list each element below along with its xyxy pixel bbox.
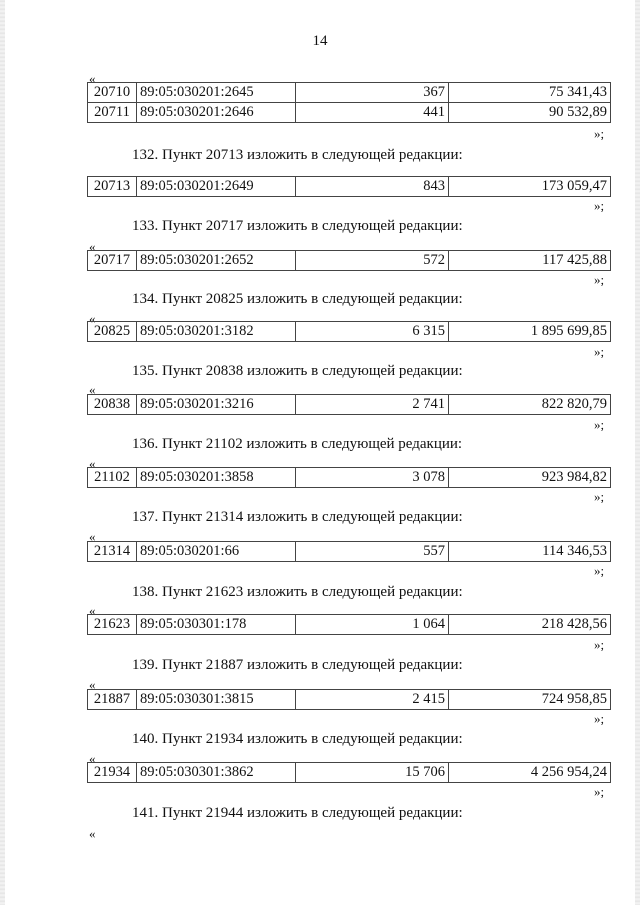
open-quote: « — [89, 71, 96, 86]
table-row — [88, 395, 611, 415]
item-number-cell: 21102 — [88, 468, 137, 488]
page-number: 14 — [312, 33, 328, 49]
cadastral-number-cell: 89:05:030201:2645 — [137, 83, 296, 103]
entry-table — [87, 176, 611, 197]
value-cell: 724 958,85 — [449, 690, 611, 710]
entry-table — [87, 321, 611, 342]
table-row — [88, 690, 611, 710]
area-cell: 1 064 — [296, 615, 449, 635]
close-quote: »; — [594, 126, 605, 141]
value-cell: 923 984,82 — [449, 468, 611, 488]
value-cell: 75 341,43 — [449, 83, 611, 103]
cadastral-number-cell: 89:05:030201:66 — [137, 542, 296, 562]
item-number-cell: 20710 — [88, 83, 137, 103]
amendment-heading: 134. Пункт 20825 изложить в следующей редакции: — [132, 291, 463, 307]
cadastral-number-cell: 89:05:030201:3182 — [137, 322, 296, 342]
table-row — [88, 763, 611, 783]
area-cell: 843 — [296, 177, 449, 197]
entry-table — [87, 762, 611, 783]
value-cell: 114 346,53 — [449, 542, 611, 562]
value-cell: 4 256 954,24 — [449, 763, 611, 783]
open-quote: « — [89, 239, 96, 254]
scan-edge-right — [635, 0, 640, 905]
open-quote: « — [89, 826, 96, 841]
value-cell: 822 820,79 — [449, 395, 611, 415]
open-quote: « — [89, 751, 96, 766]
close-quote: »; — [594, 489, 605, 504]
close-quote: »; — [594, 417, 605, 432]
item-number-cell: 20838 — [88, 395, 137, 415]
amendment-heading: 136. Пункт 21102 изложить в следующей редакции: — [132, 436, 463, 452]
entry-table — [87, 541, 611, 562]
cadastral-number-cell: 89:05:030301:3815 — [137, 690, 296, 710]
table-row — [88, 615, 611, 635]
table-row — [88, 542, 611, 562]
area-cell: 15 706 — [296, 763, 449, 783]
item-number-cell: 21887 — [88, 690, 137, 710]
amendment-heading: 132. Пункт 20713 изложить в следующей редакции: — [132, 147, 463, 163]
open-quote: « — [89, 603, 96, 618]
table-row — [88, 83, 611, 103]
open-quote: « — [89, 311, 96, 326]
table-row — [88, 251, 611, 271]
entry-table — [87, 250, 611, 271]
open-quote: « — [89, 677, 96, 692]
area-cell: 2 741 — [296, 395, 449, 415]
area-cell: 6 315 — [296, 322, 449, 342]
close-quote: »; — [594, 637, 605, 652]
area-cell: 572 — [296, 251, 449, 271]
cadastral-number-cell: 89:05:030301:3862 — [137, 763, 296, 783]
table-row — [88, 468, 611, 488]
amendment-heading: 140. Пункт 21934 изложить в следующей редакции: — [132, 731, 463, 747]
item-number-cell: 20717 — [88, 251, 137, 271]
open-quote: « — [89, 382, 96, 397]
amendment-heading: 135. Пункт 20838 изложить в следующей редакции: — [132, 363, 463, 379]
item-number-cell: 20711 — [88, 103, 137, 123]
table-row — [88, 177, 611, 197]
close-quote: »; — [594, 784, 605, 799]
cadastral-number-cell: 89:05:030201:2649 — [137, 177, 296, 197]
item-number-cell: 21314 — [88, 542, 137, 562]
amendment-heading: 137. Пункт 21314 изложить в следующей редакции: — [132, 509, 463, 525]
item-number-cell: 20713 — [88, 177, 137, 197]
area-cell: 367 — [296, 83, 449, 103]
close-quote: »; — [594, 711, 605, 726]
open-quote: « — [89, 529, 96, 544]
area-cell: 441 — [296, 103, 449, 123]
scan-edge-left — [0, 0, 5, 905]
amendment-heading: 139. Пункт 21887 изложить в следующей редакции: — [132, 657, 463, 673]
value-cell: 218 428,56 — [449, 615, 611, 635]
entry-table — [87, 689, 611, 710]
value-cell: 1 895 699,85 — [449, 322, 611, 342]
cadastral-number-cell: 89:05:030301:178 — [137, 615, 296, 635]
amendment-heading: 141. Пункт 21944 изложить в следующей редакции: — [132, 805, 463, 821]
area-cell: 557 — [296, 542, 449, 562]
close-quote: »; — [594, 272, 605, 287]
open-quote: « — [89, 456, 96, 471]
close-quote: »; — [594, 198, 605, 213]
table-row — [88, 322, 611, 342]
cadastral-number-cell: 89:05:030201:3858 — [137, 468, 296, 488]
area-cell: 3 078 — [296, 468, 449, 488]
item-number-cell: 21623 — [88, 615, 137, 635]
amendment-heading: 138. Пункт 21623 изложить в следующей редакции: — [132, 584, 463, 600]
area-cell: 2 415 — [296, 690, 449, 710]
entry-table — [87, 467, 611, 488]
table-row — [88, 103, 611, 123]
item-number-cell: 21934 — [88, 763, 137, 783]
close-quote: »; — [594, 344, 605, 359]
entry-table — [87, 82, 611, 123]
value-cell: 173 059,47 — [449, 177, 611, 197]
entry-table — [87, 394, 611, 415]
value-cell: 117 425,88 — [449, 251, 611, 271]
value-cell: 90 532,89 — [449, 103, 611, 123]
cadastral-number-cell: 89:05:030201:2646 — [137, 103, 296, 123]
cadastral-number-cell: 89:05:030201:3216 — [137, 395, 296, 415]
amendment-heading: 133. Пункт 20717 изложить в следующей редакции: — [132, 218, 463, 234]
close-quote: »; — [594, 563, 605, 578]
item-number-cell: 20825 — [88, 322, 137, 342]
entry-table — [87, 614, 611, 635]
cadastral-number-cell: 89:05:030201:2652 — [137, 251, 296, 271]
